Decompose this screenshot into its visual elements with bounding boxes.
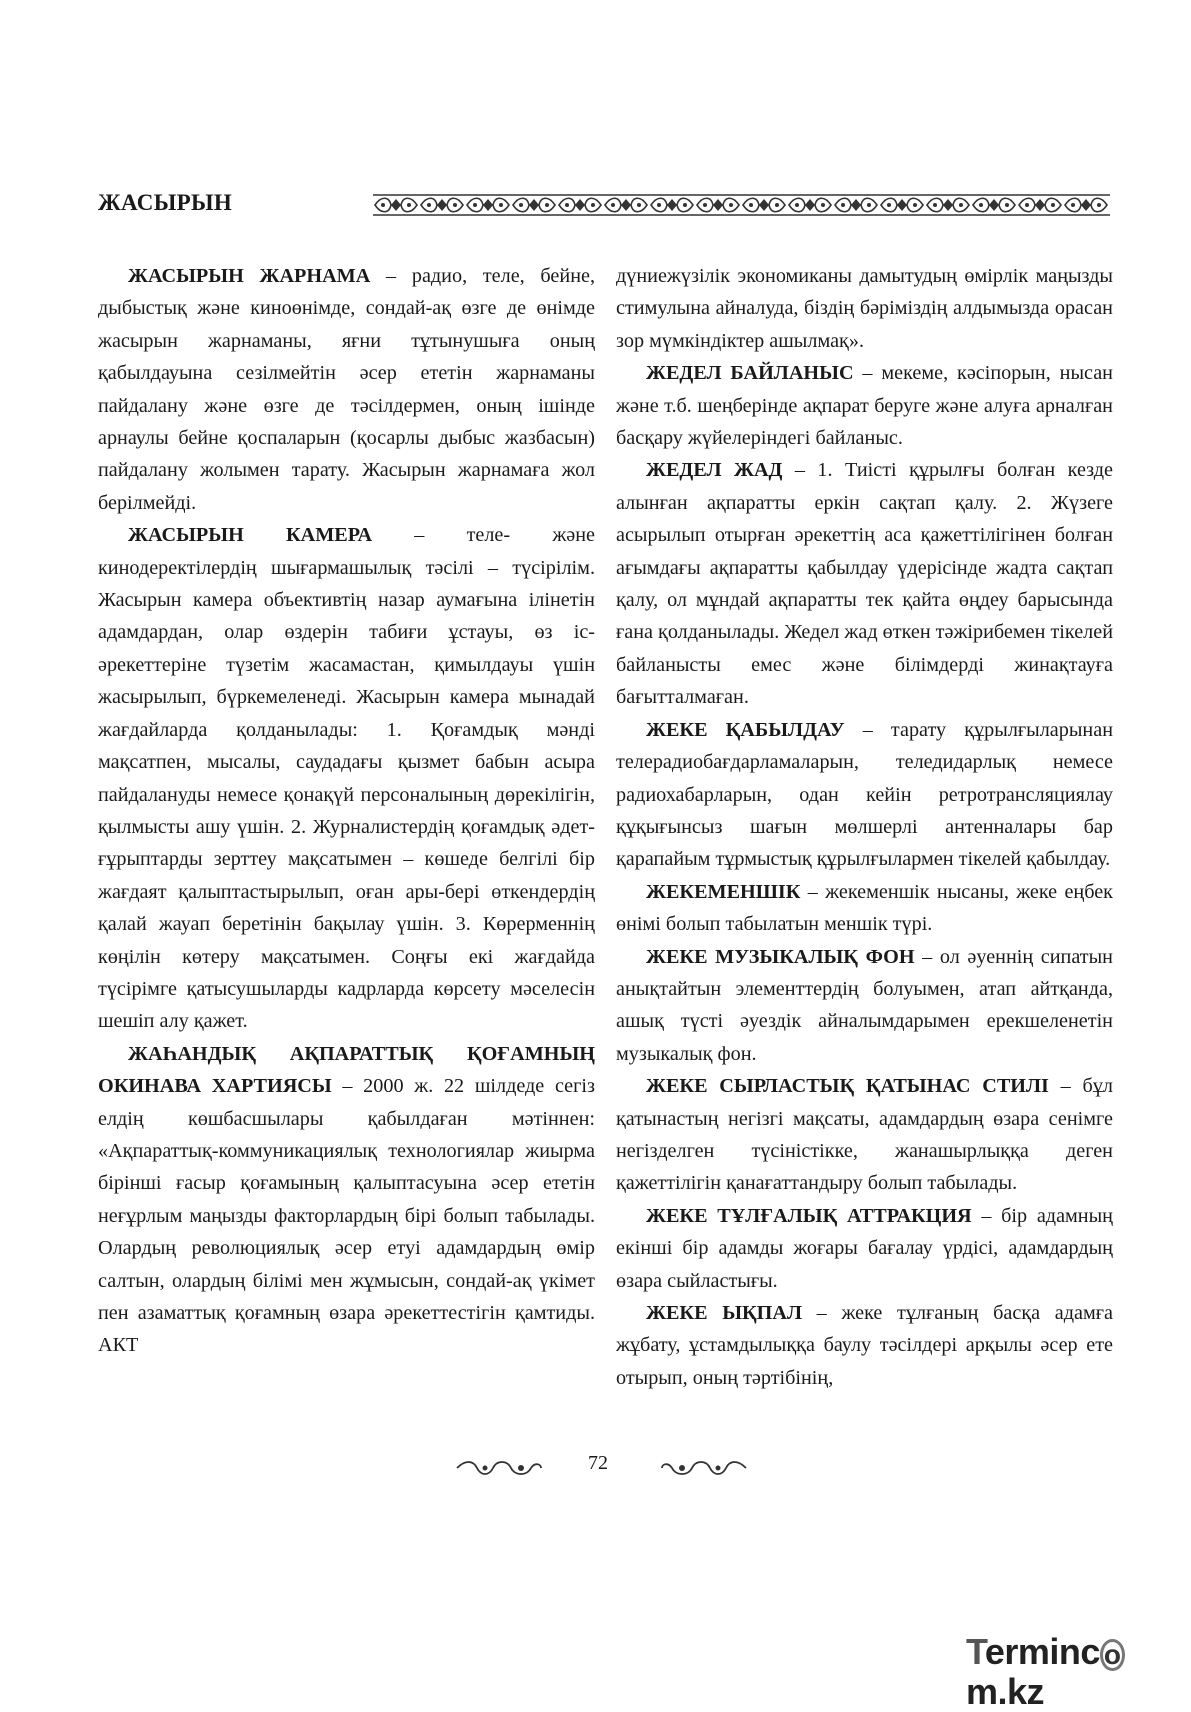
entry-term: ЖЕКЕ ЫҚПАЛ [646, 1302, 802, 1324]
ornament-band-icon [373, 194, 1110, 216]
entry-term: ЖАСЫРЫН ЖАРНАМА [128, 265, 371, 287]
entry-definition: – жекеменшік нысаны, жеке еңбек өнімі болып табылатын меншік түрі. [616, 880, 1113, 936]
entry-definition: – мекеме, кәсіпорын, нысан және т.б. шеңберінде ақпарат беруге және алуға арналған басқару жүйелеріндегі байланыс. [616, 362, 1113, 450]
entry-term: ЖЕКЕ МУЗЫКАЛЫҚ ФОН [646, 945, 915, 968]
entry-paragraph [616, 1070, 1113, 1200]
entry-term: ЖАСЫРЫН КАМЕРА [128, 524, 373, 547]
footer-ornament-left-icon [455, 1458, 543, 1478]
entry-definition: дүниежүзілік экономиканы дамытудың өмірлік маңызды стимулына айналуда, біздің бәріміздің алдымызда орасан зор мүмкіндіктер ашылмақ». [616, 265, 1113, 352]
entry-definition: – 2000 ж. 22 шілдеде сегіз елдің көшбасшылары қабылдаған мәтіннен: «Ақпараттық-коммуникациялық технологиялар жиырма бірінші ғасыр қоғамының қалыптасуына әсер ететін неғұрлым маңызды факторлардың бірі болып табылады. Олардың революциялық әсер етуі адамдардың өмір салтын, олардың білімі мен жұмысын, сондай-ақ үкімет пен азаматтық қоғамның өзара әрекеттестігін қамтиды. АКТ [98, 1075, 595, 1357]
entry-term: ЖЕДЕЛ ЖАД [646, 459, 783, 482]
entry-paragraph [616, 941, 1113, 1071]
entry-continuation [616, 260, 1113, 357]
footer-ornament-right-icon [660, 1458, 748, 1478]
entry-paragraph [616, 1200, 1113, 1297]
left-column [98, 260, 595, 1362]
entry-definition: – бұл қатынастың негізгі мақсаты, адамдардың өзара сенімге негізделген түсіністікке, жанашырлыққа деген қажеттілігін қанағаттандыру болып табылады. [616, 1075, 1113, 1195]
termincom-watermark-logo: Terminc om.kz [966, 1632, 1191, 1712]
right-column [616, 260, 1113, 1394]
entry-paragraph [616, 714, 1113, 876]
entry-definition: – тарату құрылғыларынан телерадиобағдарламаларын, теледидарлық немесе радиохабарларын, одан кейін ретротрансляциялау құқығынсыз шағын мөлшерлі антенналары бар қарапайым тұрмыстық құрылғылармен тікелей қабылдау. [616, 718, 1113, 871]
entry-definition: – теле- және кинодеректілердің шығармашылық тәсілі – түсірілім. Жасырын камера объективтің назар аумағына ілінетін адамдардан, олар өздерін табиғи ұстауы, өз іс-әрекеттеріне түзетім жасамастан, қимылдауы үшін жасырылып, бүркемеленеді. Жасырын камера мынадай жағдайларда қолданылады: 1. Қоғамдық мәнді мақсатпен, мысалы, саудадағы қызмет бабын асыра пайдалануды немесе қонақүй персоналының дөрекілігін, қылмысты ашу үшін. 2. Журналистердің қоғамдық әдет-ғұрыптарды зерттеу мақсатымен – көшеде белгілі бір жағдаят қалыптастырылып, оған ары-бері өткендердің қалай жауап беретінін бақылау үшін. 3. Көрерменнің көңілін көтеру мақсатымен. Соңғы екі жағдайда түсірімге қатысушыларды кадрларда көрсету мәселесін шешіп алу қажет. [98, 524, 595, 1033]
entry-definition: – бір адамның екінші бір адамды жоғары бағалау үрдісі, адамдардың өзара сыйластығы. [616, 1204, 1113, 1292]
entry-term: ЖАҺАНДЫҚ АҚПАРАТТЫҚ ҚОҒАМНЫҢ ОКИНАВА ХАРТИЯСЫ [98, 1042, 595, 1098]
entry-paragraph [616, 876, 1113, 941]
entry-paragraph [98, 519, 595, 1038]
entry-term: ЖЕДЕЛ БАЙЛАНЫС [646, 362, 854, 385]
entry-definition: – 1. Тиісті құрылғы болған кезде алынған ақпаратты еркін сақтап қалу. 2. Жүзеге асырылып отырған әрекеттің аса қажеттілігінен болған ағымдағы ақпаратты қабылдау үдерісінде жадта сақтап қалу, ол мұндай ақпаратты тек қайта өңдеу барысында ғана қолданылады. Жедел жад өткен тәжірибемен тікелей байланысты емес және білімдерді жинақтауға бағытталмаған. [616, 459, 1114, 709]
entry-paragraph [616, 357, 1113, 454]
entry-term: ЖЕКЕ ТҰЛҒАЛЫҚ АТТРАКЦИЯ [646, 1204, 972, 1227]
page-footer [0, 1452, 1191, 1482]
entry-paragraph [98, 1038, 595, 1362]
entry-definition: – радио, теле, бейне, дыбыстық және киноөнімде, сондай-ақ өзге де өнімде жасырын жарнаманы, яғни тұтынушыға оның қабылдауына сезілмейтін әсер ететін жарнаманы пайдалану және өзге де тәсілдермен, оның ішінде арнаулы бейне қоспаларын (қосарлы дыбыс жазбасын) пайдалану жолымен тарату. Жасырын жарнамаға жол берілмейді. [98, 265, 596, 514]
entry-term: ЖЕКЕ ҚАБЫЛДАУ [646, 718, 845, 741]
entry-definition: – ол әуеннің сипатын анықтайтын элементтердің болуымен, атап айтқанда, ашық түсті әуездік айналымдарымен ерекшеленетін музыкалық фон. [616, 945, 1113, 1065]
entry-term: ЖЕКЕМЕНШІК [646, 880, 801, 903]
entry-paragraph [616, 1297, 1113, 1394]
entry-term: ЖЕКЕ СЫРЛАСТЫҚ ҚАТЫНАС СТИЛІ [646, 1075, 1049, 1098]
entry-paragraph [616, 454, 1113, 713]
page-number: 72 [588, 1452, 608, 1474]
entry-definition: – жеке тұлғаның басқа адамға жұбату, ұстамдылыққа баулу тәсілдері арқылы әсер ете отырып, оның тәртібінің, [616, 1302, 1113, 1389]
entry-paragraph [98, 260, 595, 519]
running-head: ЖАСЫРЫН [98, 190, 233, 215]
page-header [98, 190, 1110, 226]
